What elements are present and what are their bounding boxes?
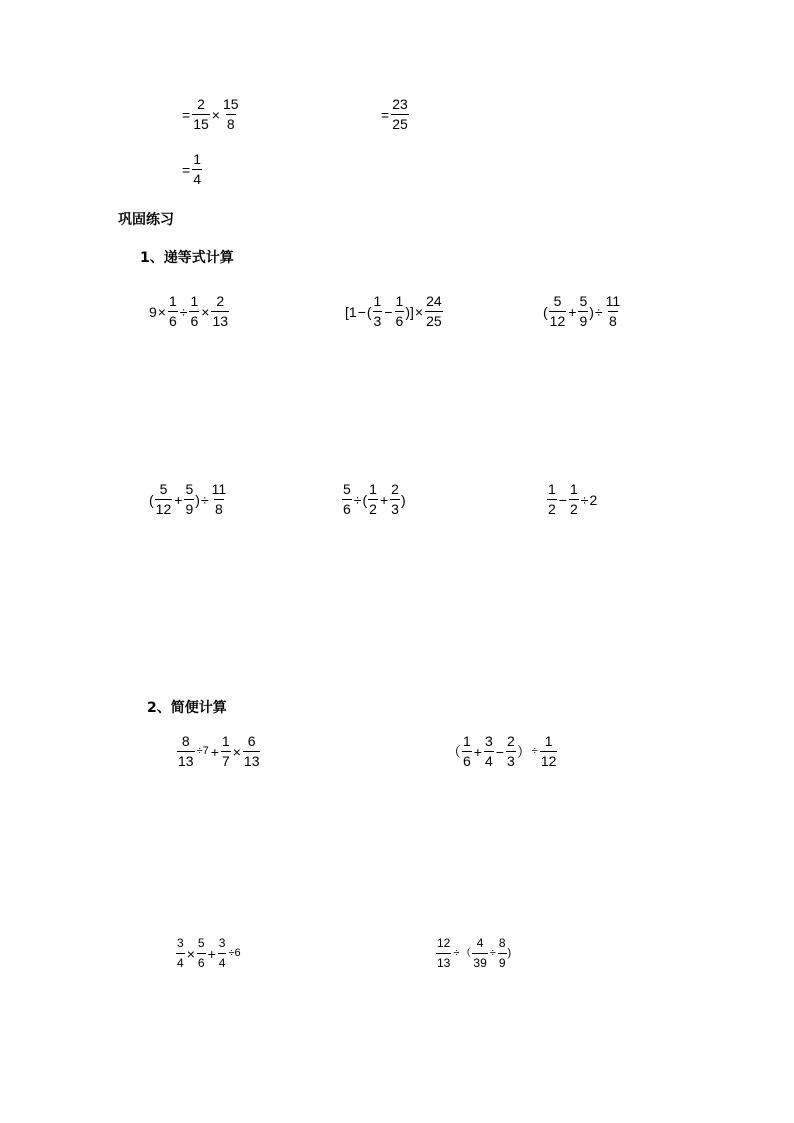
- operator: ×: [232, 743, 241, 760]
- fraction: [540, 734, 558, 769]
- fraction: [569, 482, 579, 517]
- right-paren: ): [195, 491, 200, 508]
- fraction: [168, 294, 178, 329]
- fraction: [243, 734, 261, 769]
- numerator: 3: [484, 733, 493, 749]
- operator: −: [357, 303, 366, 320]
- operator: ÷: [489, 947, 496, 959]
- denominator: 8: [214, 501, 223, 517]
- numerator: 1: [548, 481, 556, 497]
- operator: ÷: [353, 491, 362, 508]
- part1-title: 1、递等式计算: [140, 250, 234, 266]
- left-paren: （: [447, 743, 461, 760]
- numerator: 23: [392, 96, 408, 112]
- numerator: 1: [463, 733, 471, 749]
- left-paren: (: [366, 303, 372, 320]
- numerator: 2: [506, 733, 515, 749]
- denominator: 6: [190, 313, 199, 329]
- denominator: 9: [185, 501, 194, 517]
- part2-title: 2、简便计算: [147, 700, 227, 716]
- operator: ÷: [179, 303, 188, 320]
- denominator: 9: [579, 313, 588, 329]
- fraction: [342, 482, 352, 517]
- numerator: 5: [159, 481, 168, 497]
- numerator: 24: [426, 293, 442, 309]
- operator: +: [207, 945, 216, 962]
- denominator: 4: [218, 953, 227, 971]
- denominator: 12: [549, 313, 566, 329]
- p2-expression-1: [176, 734, 261, 769]
- numerator: 1: [373, 293, 382, 309]
- denominator: 3: [373, 313, 382, 329]
- denominator: 9: [498, 953, 507, 971]
- p1-expression-1: [149, 294, 230, 329]
- numerator: 2: [216, 293, 225, 309]
- fraction: [506, 734, 516, 769]
- fraction: [391, 97, 409, 132]
- fraction: [368, 482, 378, 517]
- numerator: 3: [218, 936, 226, 950]
- equals-sign: =: [182, 161, 191, 178]
- p2-expression-3: [175, 936, 242, 971]
- left-paren: (: [543, 303, 548, 320]
- fraction: [547, 482, 557, 517]
- right-paren: ): [400, 491, 406, 508]
- denominator: 13: [436, 953, 451, 971]
- fraction: [218, 936, 227, 971]
- fraction: [605, 294, 622, 329]
- operator: +: [473, 743, 482, 760]
- denominator: 2: [369, 501, 377, 517]
- denominator: 13: [178, 753, 194, 769]
- operator: +: [379, 491, 389, 508]
- numerator: 1: [544, 733, 553, 749]
- fraction: [436, 936, 451, 971]
- denominator: 4: [484, 753, 493, 769]
- numerator: 5: [185, 481, 194, 497]
- fraction: [189, 294, 199, 329]
- operator: +: [568, 303, 577, 320]
- numerator: 1: [369, 481, 377, 497]
- fraction: [192, 152, 202, 187]
- numerator: 2: [197, 96, 205, 112]
- fraction: [184, 482, 194, 517]
- operator: ×: [201, 303, 210, 320]
- numerator: 1: [395, 293, 404, 309]
- denominator: 25: [426, 313, 442, 329]
- equals-sign: =: [182, 106, 191, 123]
- fraction: [472, 936, 487, 971]
- denominator: 12: [540, 753, 557, 769]
- operator: ÷6: [228, 947, 241, 959]
- operator: ÷: [594, 303, 603, 320]
- example-line-3: [380, 97, 410, 132]
- fraction: [549, 294, 567, 329]
- fraction: [211, 482, 228, 517]
- numerator: 15: [222, 96, 239, 112]
- denominator: 3: [506, 753, 515, 769]
- denominator: 15: [193, 116, 209, 132]
- fraction: [192, 97, 210, 132]
- equals-sign: =: [381, 106, 390, 123]
- numerator: 1: [569, 481, 578, 497]
- operator: ×: [211, 106, 220, 123]
- p1-expression-2: [345, 294, 444, 329]
- numerator: 5: [197, 936, 205, 950]
- right-paren: ）: [516, 743, 531, 760]
- bracket-number: [1: [345, 303, 357, 320]
- numerator: 11: [605, 293, 621, 309]
- fraction: [395, 294, 405, 329]
- fraction: [197, 936, 206, 971]
- fraction: [211, 294, 229, 329]
- denominator: 4: [176, 953, 185, 971]
- numerator: 1: [193, 151, 201, 167]
- numerator: 5: [553, 293, 562, 309]
- numerator: 8: [498, 936, 506, 950]
- operator: ÷7: [196, 745, 209, 757]
- numerator: 1: [168, 293, 177, 309]
- denominator: 6: [395, 313, 404, 329]
- fraction: [425, 294, 443, 329]
- denominator: 2: [569, 501, 578, 517]
- numerator: 11: [211, 481, 227, 497]
- operator: ÷: [453, 947, 460, 959]
- fraction: [390, 482, 400, 517]
- fraction: [177, 734, 195, 769]
- fraction: [498, 936, 507, 971]
- fraction: [155, 482, 173, 517]
- denominator: 8: [608, 313, 617, 329]
- denominator: 2: [548, 501, 556, 517]
- denominator: 12: [155, 501, 172, 517]
- fraction: [484, 734, 494, 769]
- number: 2: [589, 491, 598, 508]
- numerator: 2: [391, 481, 399, 497]
- numerator: 8: [181, 733, 190, 749]
- example-line-1: [181, 97, 241, 132]
- denominator: 4: [193, 171, 201, 187]
- denominator: 13: [243, 753, 260, 769]
- denominator: 8: [226, 116, 235, 132]
- left-paren: (: [149, 491, 154, 508]
- numerator: 5: [343, 481, 351, 497]
- fraction: [176, 936, 185, 971]
- numerator: 5: [579, 293, 588, 309]
- numerator: 1: [190, 293, 199, 309]
- denominator: 6: [343, 501, 351, 517]
- fraction: [578, 294, 588, 329]
- denominator: 6: [168, 313, 177, 329]
- denominator: 39: [472, 953, 487, 971]
- fraction: [373, 294, 383, 329]
- operator: ×: [186, 945, 195, 962]
- operator: −: [495, 743, 504, 760]
- p1-expression-4: [149, 482, 228, 517]
- operator: ÷: [531, 745, 538, 757]
- operator: ÷: [200, 491, 209, 508]
- numerator: 12: [437, 936, 451, 950]
- denominator: 13: [212, 313, 229, 329]
- numerator: 3: [177, 936, 184, 950]
- left-paren: （: [460, 947, 472, 959]
- denominator: 6: [197, 953, 206, 971]
- right-paren: ): [507, 947, 512, 959]
- fraction: [222, 97, 240, 132]
- operator: +: [210, 743, 219, 760]
- numerator: 1: [221, 733, 230, 749]
- p1-expression-6: [546, 482, 597, 517]
- operator: −: [558, 491, 567, 508]
- denominator: 3: [391, 501, 399, 517]
- right-paren: ): [589, 303, 594, 320]
- denominator: 25: [392, 116, 408, 132]
- right-bracket: )]: [405, 303, 414, 320]
- p1-expression-5: [341, 482, 406, 517]
- number: 9: [149, 303, 157, 320]
- fraction: [221, 734, 231, 769]
- p2-expression-2: [447, 734, 558, 769]
- operator: ×: [414, 303, 424, 320]
- p1-expression-3: [543, 294, 622, 329]
- left-paren: (: [362, 491, 368, 508]
- operator: −: [384, 303, 393, 320]
- p2-expression-4: [435, 936, 511, 971]
- section-title: 巩固练习: [118, 212, 174, 228]
- fraction: [462, 734, 472, 769]
- denominator: 7: [221, 753, 230, 769]
- operator: ÷: [580, 491, 589, 508]
- operator: ×: [157, 303, 166, 320]
- operator: +: [174, 491, 183, 508]
- denominator: 6: [463, 753, 471, 769]
- numerator: 4: [476, 936, 484, 950]
- example-line-2: [181, 152, 203, 187]
- numerator: 6: [247, 733, 256, 749]
